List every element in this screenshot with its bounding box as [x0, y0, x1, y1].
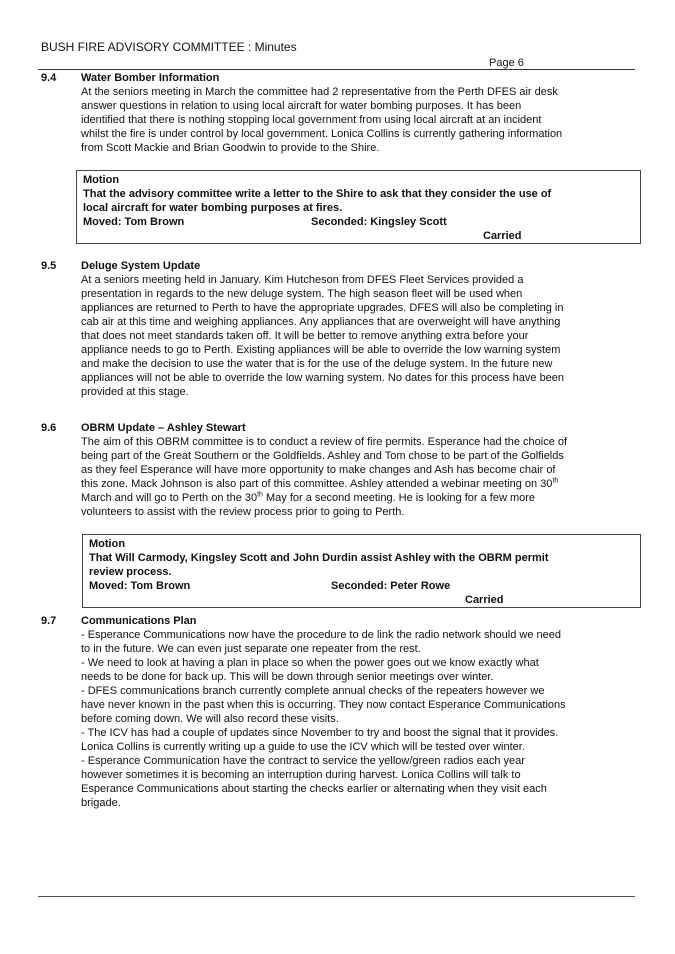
body-line: however sometimes it is becoming an interruption during harvest. Lonica Collins will talk to	[81, 769, 521, 781]
body-line: - The ICV has had a couple of updates since November to try and boost the signal that it provides.	[81, 727, 559, 739]
body-line: presentation in regards to the new deluge system. The high season fleet will be used when	[81, 288, 523, 300]
body-line: have never known in the past when this is occurring. They now contact Esperance Communications	[81, 699, 566, 711]
body-line: to in the future. We can even just separate one repeater from the rest.	[81, 643, 421, 655]
motion-text: That Will Carmody, Kingsley Scott and John Durdin assist Ashley with the OBRM permit	[89, 552, 549, 564]
body-line: needs to be done for back up. This will be down through senior meetings over winter.	[81, 671, 494, 683]
body-line: that does not meet standards taken off. It will be better to remove anything extra before your	[81, 330, 529, 342]
body-line: - DFES communications branch currently complete annual checks of the repeaters however we	[81, 685, 545, 697]
body-line: appliances are returned to Perth to have the appropriate upgrades. DFES will also be completing in	[81, 302, 564, 314]
body-line: At the seniors meeting in March the committee had 2 representative from the Perth DFES air desk	[81, 86, 558, 98]
motion-text: That the advisory committee write a letter to the Shire to ask that they consider the use of	[83, 188, 552, 200]
body-line: Lonica Collins is currently writing up a guide to use the ICV which will be tested over winter.	[81, 741, 525, 753]
body-line: The aim of this OBRM committee is to conduct a review of fire permits. Esperance had the choice of	[81, 436, 568, 448]
footer-divider	[38, 896, 635, 897]
motion-moved: Moved: Tom Brown	[89, 580, 191, 592]
body-line: whilst the fire is under control by local government. Lonica Collins is currently gathering information	[81, 128, 563, 140]
item-number: 9.7	[41, 615, 57, 627]
body-line: - Esperance Communication have the contract to service the yellow/green radios each year	[81, 755, 525, 767]
motion-seconded: Seconded: Peter Rowe	[331, 580, 451, 592]
ordinal-suffix: th	[257, 491, 263, 499]
body-line: appliance needs to go to Perth. Existing appliances will be able to override the low warning system	[81, 344, 561, 356]
body-text: this zone. Mack Johnson is also part of this committee. Ashley attended a webinar meeting on 30	[81, 478, 553, 490]
body-line: - We need to look at having a plan in place so when the power goes out we know exactly what	[81, 657, 539, 669]
body-line: from Scott Mackie and Brian Goodwin to provide to the Shire.	[81, 142, 380, 154]
body-line: provided at this stage.	[81, 386, 189, 398]
body-line	[81, 491, 633, 505]
motion-heading: Motion	[89, 538, 126, 550]
item-title: Communications Plan	[81, 615, 197, 627]
item-number: 9.4	[41, 72, 57, 84]
motion-heading: Motion	[83, 174, 120, 186]
body-line: - Esperance Communications now have the procedure to de link the radio network should we need	[81, 629, 561, 641]
motion-box	[82, 534, 641, 608]
body-line: and make the decision to use the water that is for the use of the deluge system. In the future new	[81, 358, 553, 370]
item-body	[81, 435, 633, 519]
ordinal-suffix: th	[552, 477, 559, 485]
body-line: before coming down. We will also record these visits.	[81, 713, 339, 725]
body-line: as they feel Esperance will have more opportunity to make changes and Ash has become chair of	[81, 464, 556, 476]
body-text: March and will go to Perth on the 30	[81, 492, 258, 504]
document-title: BUSH FIRE ADVISORY COMMITTEE : Minutes	[41, 40, 297, 54]
motion-seconded: Seconded: Kingsley Scott	[311, 216, 447, 228]
motion-text: local aircraft for water bombing purposes at fires.	[83, 202, 343, 214]
body-line: volunteers to assist with the review process prior to going to Perth.	[81, 506, 405, 518]
body-line: appliances will not be able to override the low warning system. No dates for this process have been	[81, 372, 565, 384]
body-line: brigade.	[81, 797, 121, 809]
item-number: 9.6	[41, 422, 57, 434]
item-body	[81, 628, 633, 810]
body-line	[81, 477, 633, 491]
item-body	[81, 273, 633, 399]
motion-result: Carried	[483, 230, 522, 242]
item-body	[81, 85, 633, 155]
motion-text: review process.	[89, 566, 172, 578]
item-title: Deluge System Update	[81, 260, 201, 272]
body-line: identified that there is nothing stopping local government from using local aircraft at an incident	[81, 114, 542, 126]
item-title: Water Bomber Information	[81, 72, 220, 84]
body-line: answer questions in relation to using local aircraft for water bombing purposes. It has been	[81, 100, 522, 112]
body-line: being part of the Great Southern or the Goldfields. Ashley and Tom chose to be part of the Golfields	[81, 450, 564, 462]
body-line: cab air at this time and weighing appliances. Any appliances that are overweight will have anything	[81, 316, 561, 328]
body-line: At a seniors meeting held in January. Kim Hutcheson from DFES Fleet Services provided a	[81, 274, 524, 286]
header-divider	[38, 69, 635, 70]
motion-box	[76, 170, 641, 244]
body-text: May for a second meeting. He is looking for a few more	[262, 492, 536, 504]
item-number: 9.5	[41, 260, 57, 272]
motion-moved: Moved: Tom Brown	[83, 216, 185, 228]
page-number: Page 6	[489, 57, 524, 69]
body-line: Esperance Communications about starting the checks earlier or alternating when they visit each	[81, 783, 547, 795]
item-title: OBRM Update – Ashley Stewart	[81, 422, 246, 434]
motion-result: Carried	[465, 594, 504, 606]
